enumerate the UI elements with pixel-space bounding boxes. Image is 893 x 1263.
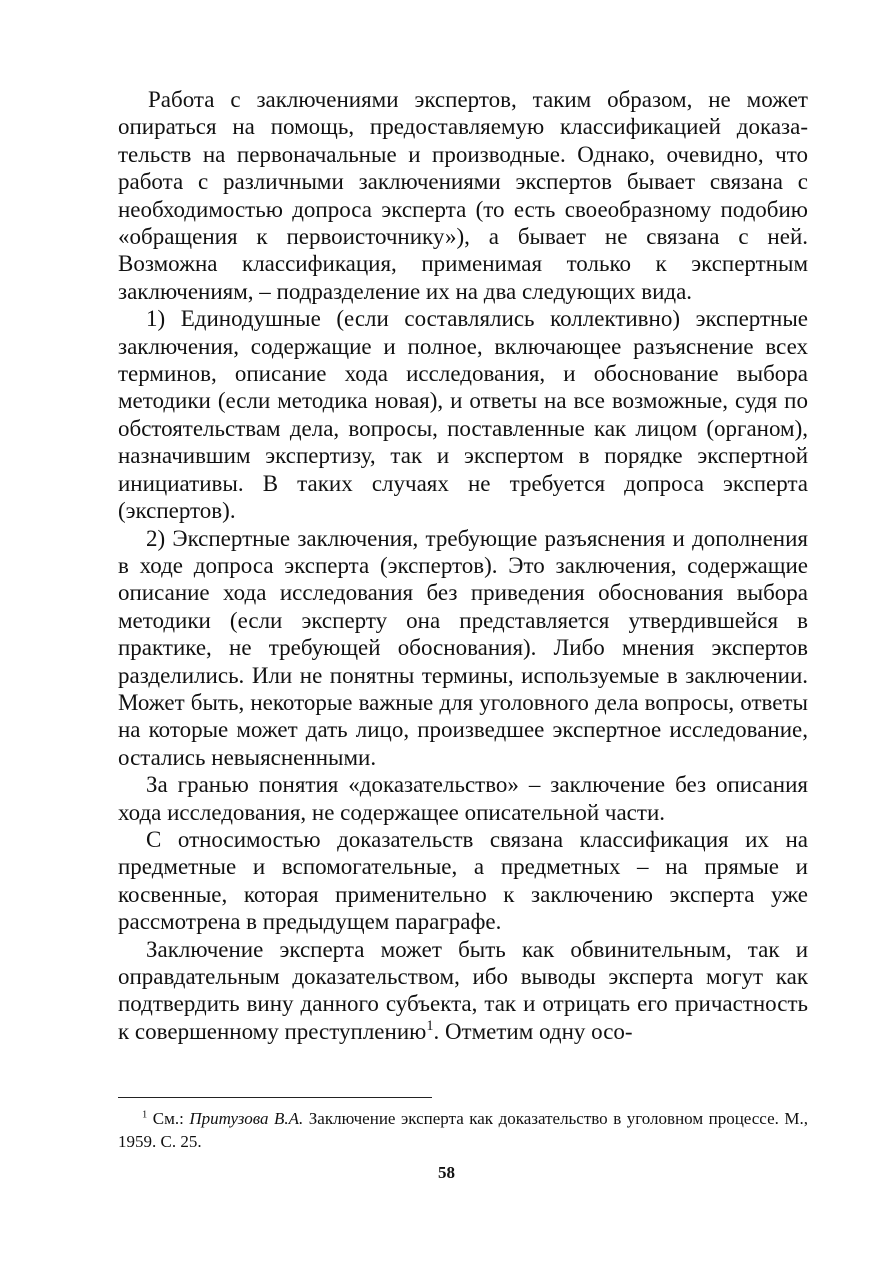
footnote-author: Притузова В.А. — [189, 1109, 304, 1128]
footnote-divider — [118, 1097, 432, 1098]
paragraph-6-continuation: . Отметим одну осо- — [433, 1018, 633, 1044]
paragraph-5: С относимостью доказательств связана классификация их на предметные и вспомогательные, а предметных – на прямые и косвенные, которая применительно к заключению эксперта уже рассмотрена в предыдущем параграфе. — [118, 826, 808, 935]
paragraph-4: За гранью понятия «доказательство» – заключение без описания хода исследования, не содержащее описательной части. — [118, 772, 808, 825]
main-text — [118, 86, 808, 1045]
paragraph-6-text: Заключение эксперта может быть как обвинительным, так и оправдательным доказательством, ибо выводы эксперта могут как подтвердить вину данного субъекта, так и отрицать его причастность к совершенному преступлению — [118, 936, 808, 1044]
paragraph-1: Работа с заключениями экспертов, таким образом, не может опираться на помощь, предоставляемую классификацией доказательств на первоначальные и производные. Однако, очевидно, что работа с различными заключениями экспертов бывает связана с необходимостью допроса эксперта (то есть своеобразному подобию «обращения к первоисточнику»), а бывает не связана с ней. Возможна классификация, применимая только к экспертным заключениям, – подразделение их на два следующих вида. — [118, 87, 808, 304]
footnote — [118, 1107, 808, 1153]
footnote-text: Заключение эксперта как доказательство в уголовном процессе. М., 1959. С. 25. — [118, 1109, 808, 1151]
page-number: 58 — [438, 1163, 455, 1182]
paragraph-2: 1) Единодушные (если составлялись коллективно) экспертные заключения, содержащие и полное, включающее разъяснение всех терминов, описание хода исследования, и обоснование выбора методики (если методика новая), и ответы на все возможные, судя по обстоятельствам дела, вопросы, поставленные как лицом (органом), назначившим экспертизу, так и экспертом в порядке экспертной инициативы. В таких случаях не требуется допроса эксперта (экспертов). — [118, 306, 808, 524]
footnote-reference: 1 — [426, 1017, 434, 1034]
paragraph-3: 2) Экспертные заключения, требующие разъяснения и дополнения в ходе допроса эксперта (экспертов). Это заключения, содержащие описание хода исследования без приведения обоснования выбора методики (если эксперту она представляется утвердившейся в практике, не требующей обоснования). Либо мнения экспертов разделились. Или не понятны термины, используемые в заключении. Может быть, некоторые важные для уголовного дела вопросы, ответы на которые может дать лицо, произведшее экспертное исследование, остались невыясненными. — [118, 525, 808, 770]
footnote-prefix: См.: — [152, 1109, 190, 1128]
paragraph-6 — [118, 936, 808, 1046]
footnote-marker: 1 — [142, 1109, 148, 1121]
